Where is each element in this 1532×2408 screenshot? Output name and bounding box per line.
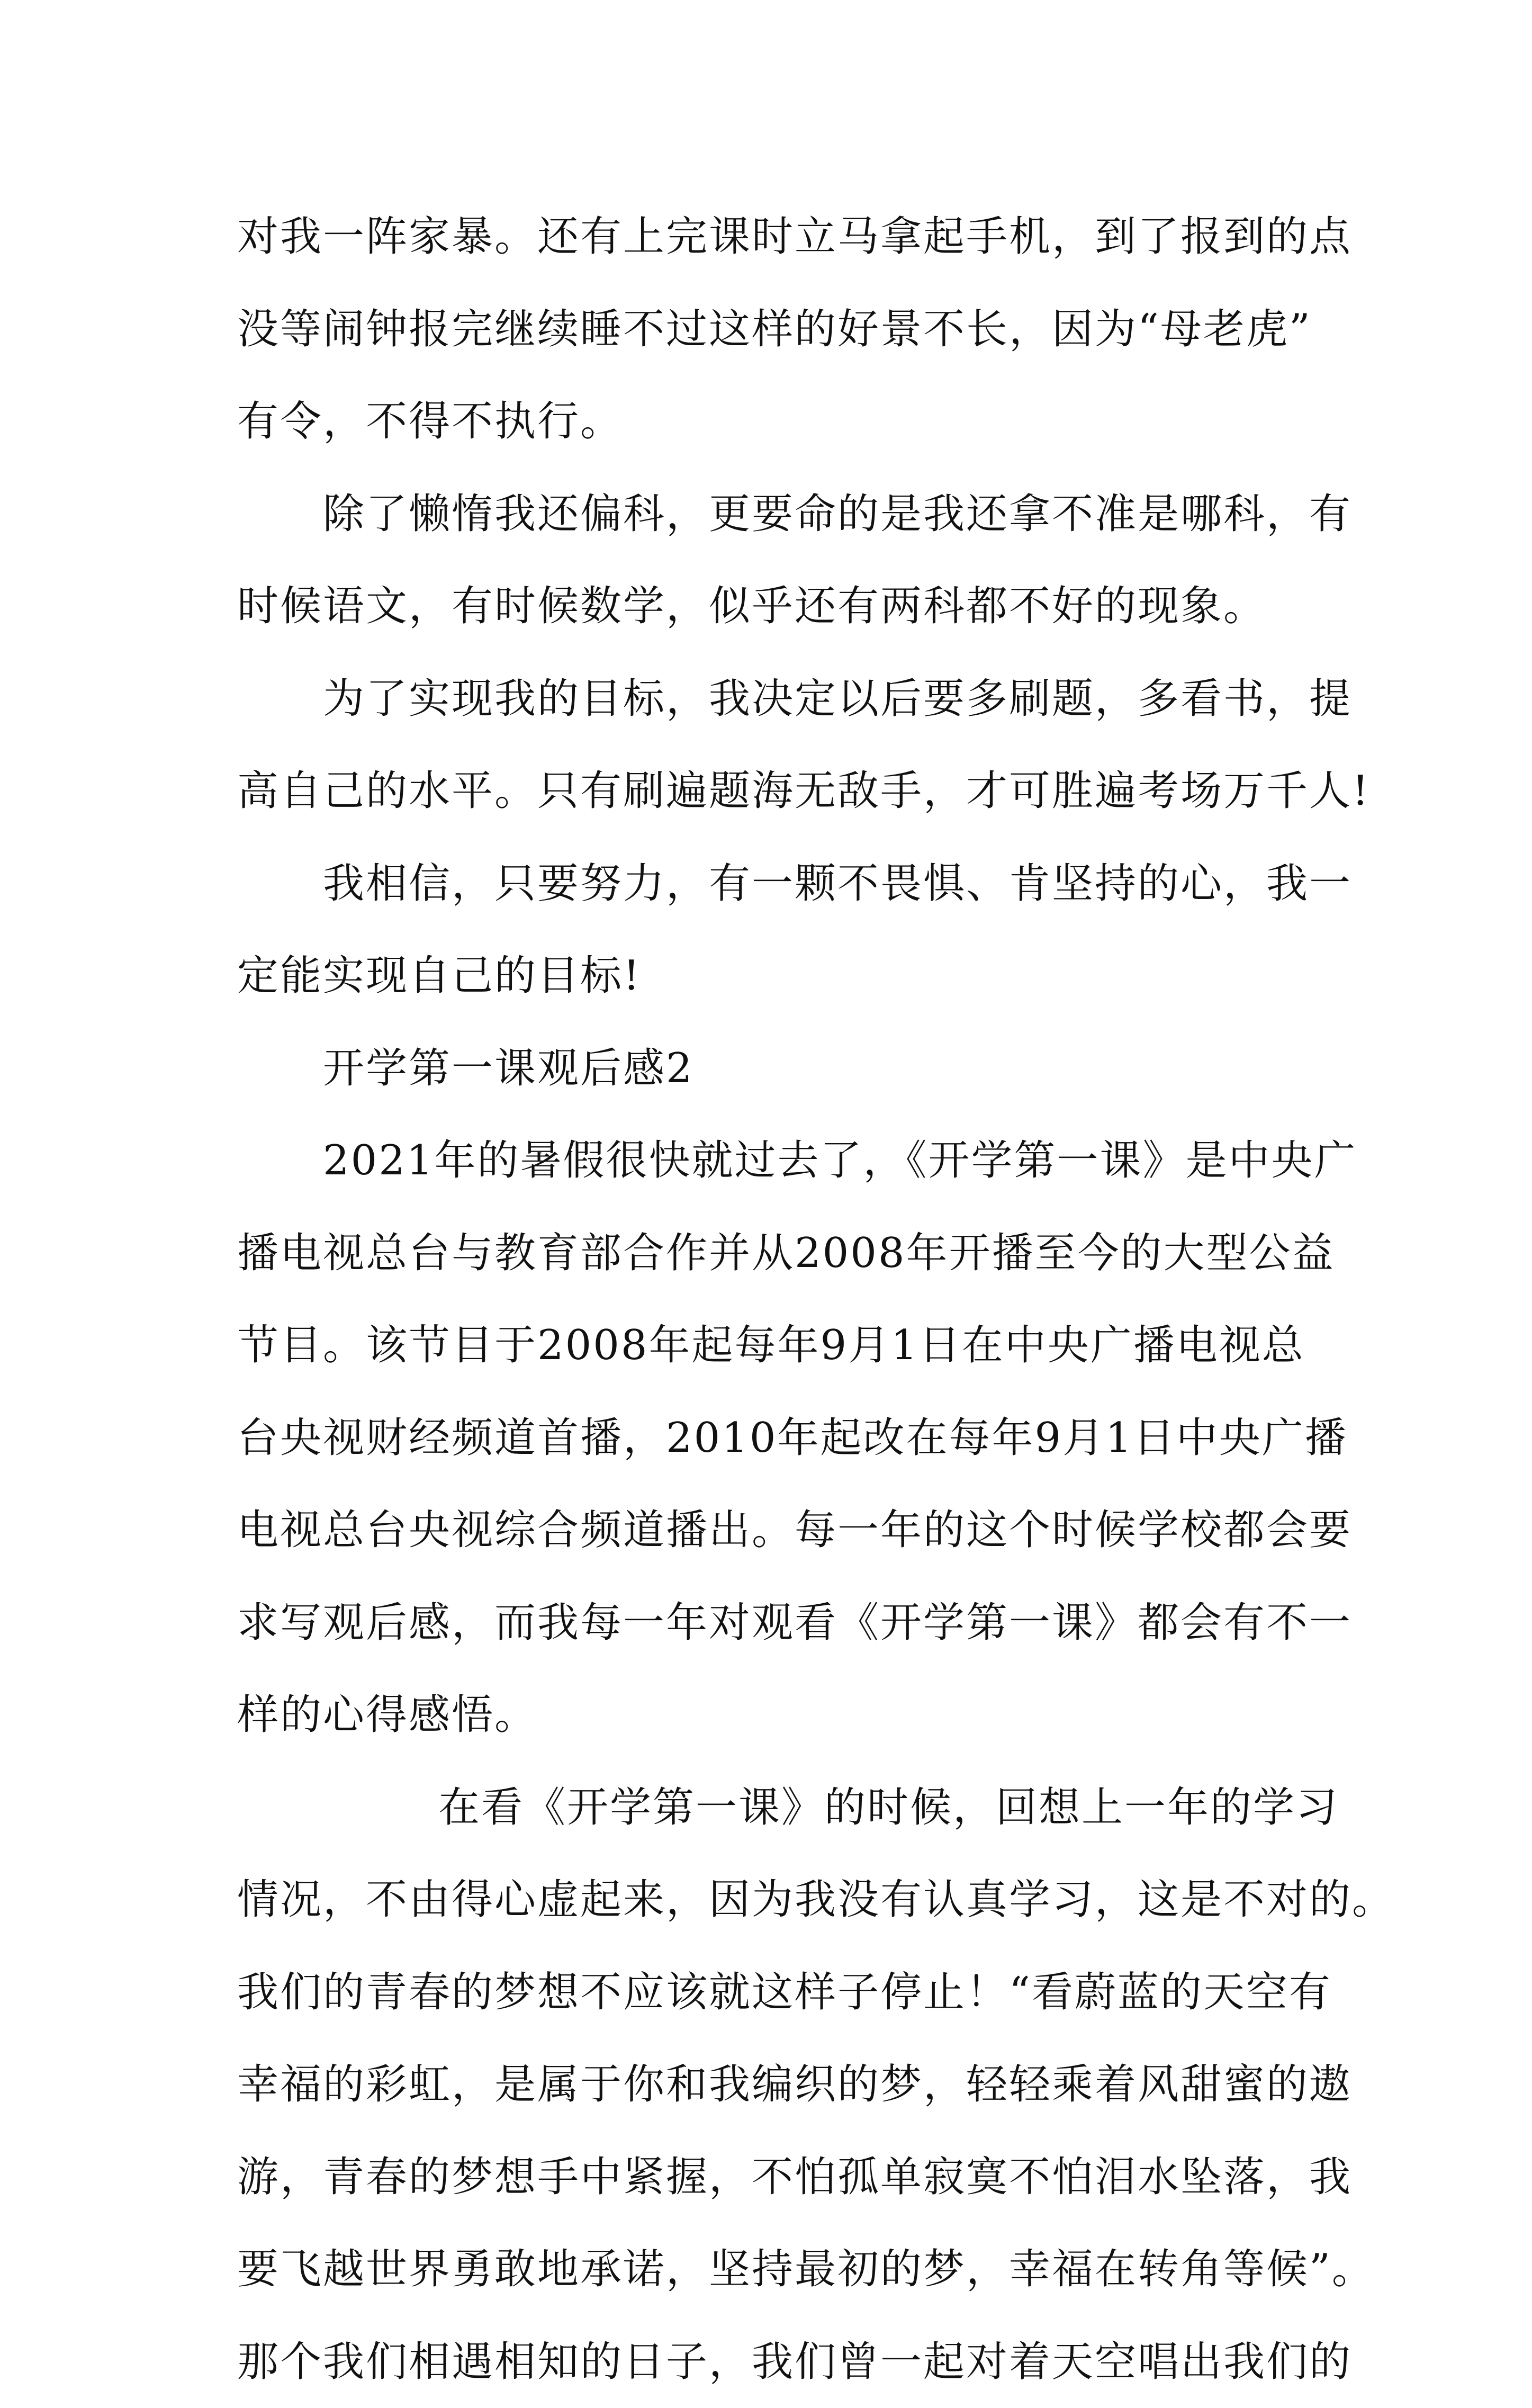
text-line: 情况，不由得心虚起来，因为我没有认真学习，这是不对的。	[237, 1854, 1312, 1946]
text-line: 幸福的彩虹，是属于你和我编织的梦，轻轻乘着风甜蜜的遨	[237, 2038, 1312, 2131]
section-heading: 开学第一课观后感2	[237, 1022, 1312, 1115]
text-line: 定能实现自己的目标!	[237, 930, 1312, 1022]
text-line: 2021年的暑假很快就过去了，《开学第一课》是中央广	[237, 1115, 1312, 1207]
text-line: 游，青春的梦想手中紧握，不怕孤单寂寞不怕泪水坠落，我	[237, 2131, 1312, 2224]
text-line: 没等闹钟报完继续睡不过这样的好景不长，因为“母老虎”	[237, 283, 1312, 376]
text-line: 对我一阵家暴。还有上完课时立马拿起手机，到了报到的点	[237, 191, 1312, 283]
text-line: 我们的青春的梦想不应该就这样子停止！“看蔚蓝的天空有	[237, 1946, 1312, 2039]
text-line: 播电视总台与教育部合作并从2008年开播至今的大型公益	[237, 1207, 1312, 1300]
text-line: 求写观后感，而我每一年对观看《开学第一课》都会有不一	[237, 1577, 1312, 1669]
text-line: 要飞越世界勇敢地承诺，坚持最初的梦，幸福在转角等候”。	[237, 2223, 1312, 2316]
text-line: 有令，不得不执行。	[237, 375, 1312, 468]
text-line: 在看《开学第一课》的时候，回想上一年的学习	[237, 1762, 1312, 1854]
text-line: 节目。该节目于2008年起每年9月1日在中央广播电视总	[237, 1299, 1312, 1392]
text-line: 我相信，只要努力，有一颗不畏惧、肯坚持的心，我一	[237, 838, 1312, 930]
essay-body	[237, 191, 1312, 2408]
text-line: 样的心得感悟。	[237, 1669, 1312, 1762]
text-line: 那个我们相遇相知的日子，我们曾一起对着天空唱出我们的	[237, 2316, 1312, 2408]
text-line: 除了懒惰我还偏科，更要命的是我还拿不准是哪科，有	[237, 468, 1312, 561]
text-line: 高自己的水平。只有刷遍题海无敌手，才可胜遍考场万千人!	[237, 745, 1312, 838]
text-line: 电视总台央视综合频道播出。每一年的这个时候学校都会要	[237, 1484, 1312, 1577]
text-line: 台央视财经频道首播，2010年起改在每年9月1日中央广播	[237, 1392, 1312, 1485]
text-line: 为了实现我的目标，我决定以后要多刷题，多看书，提	[237, 653, 1312, 745]
text-line: 时候语文，有时候数学，似乎还有两科都不好的现象。	[237, 560, 1312, 653]
